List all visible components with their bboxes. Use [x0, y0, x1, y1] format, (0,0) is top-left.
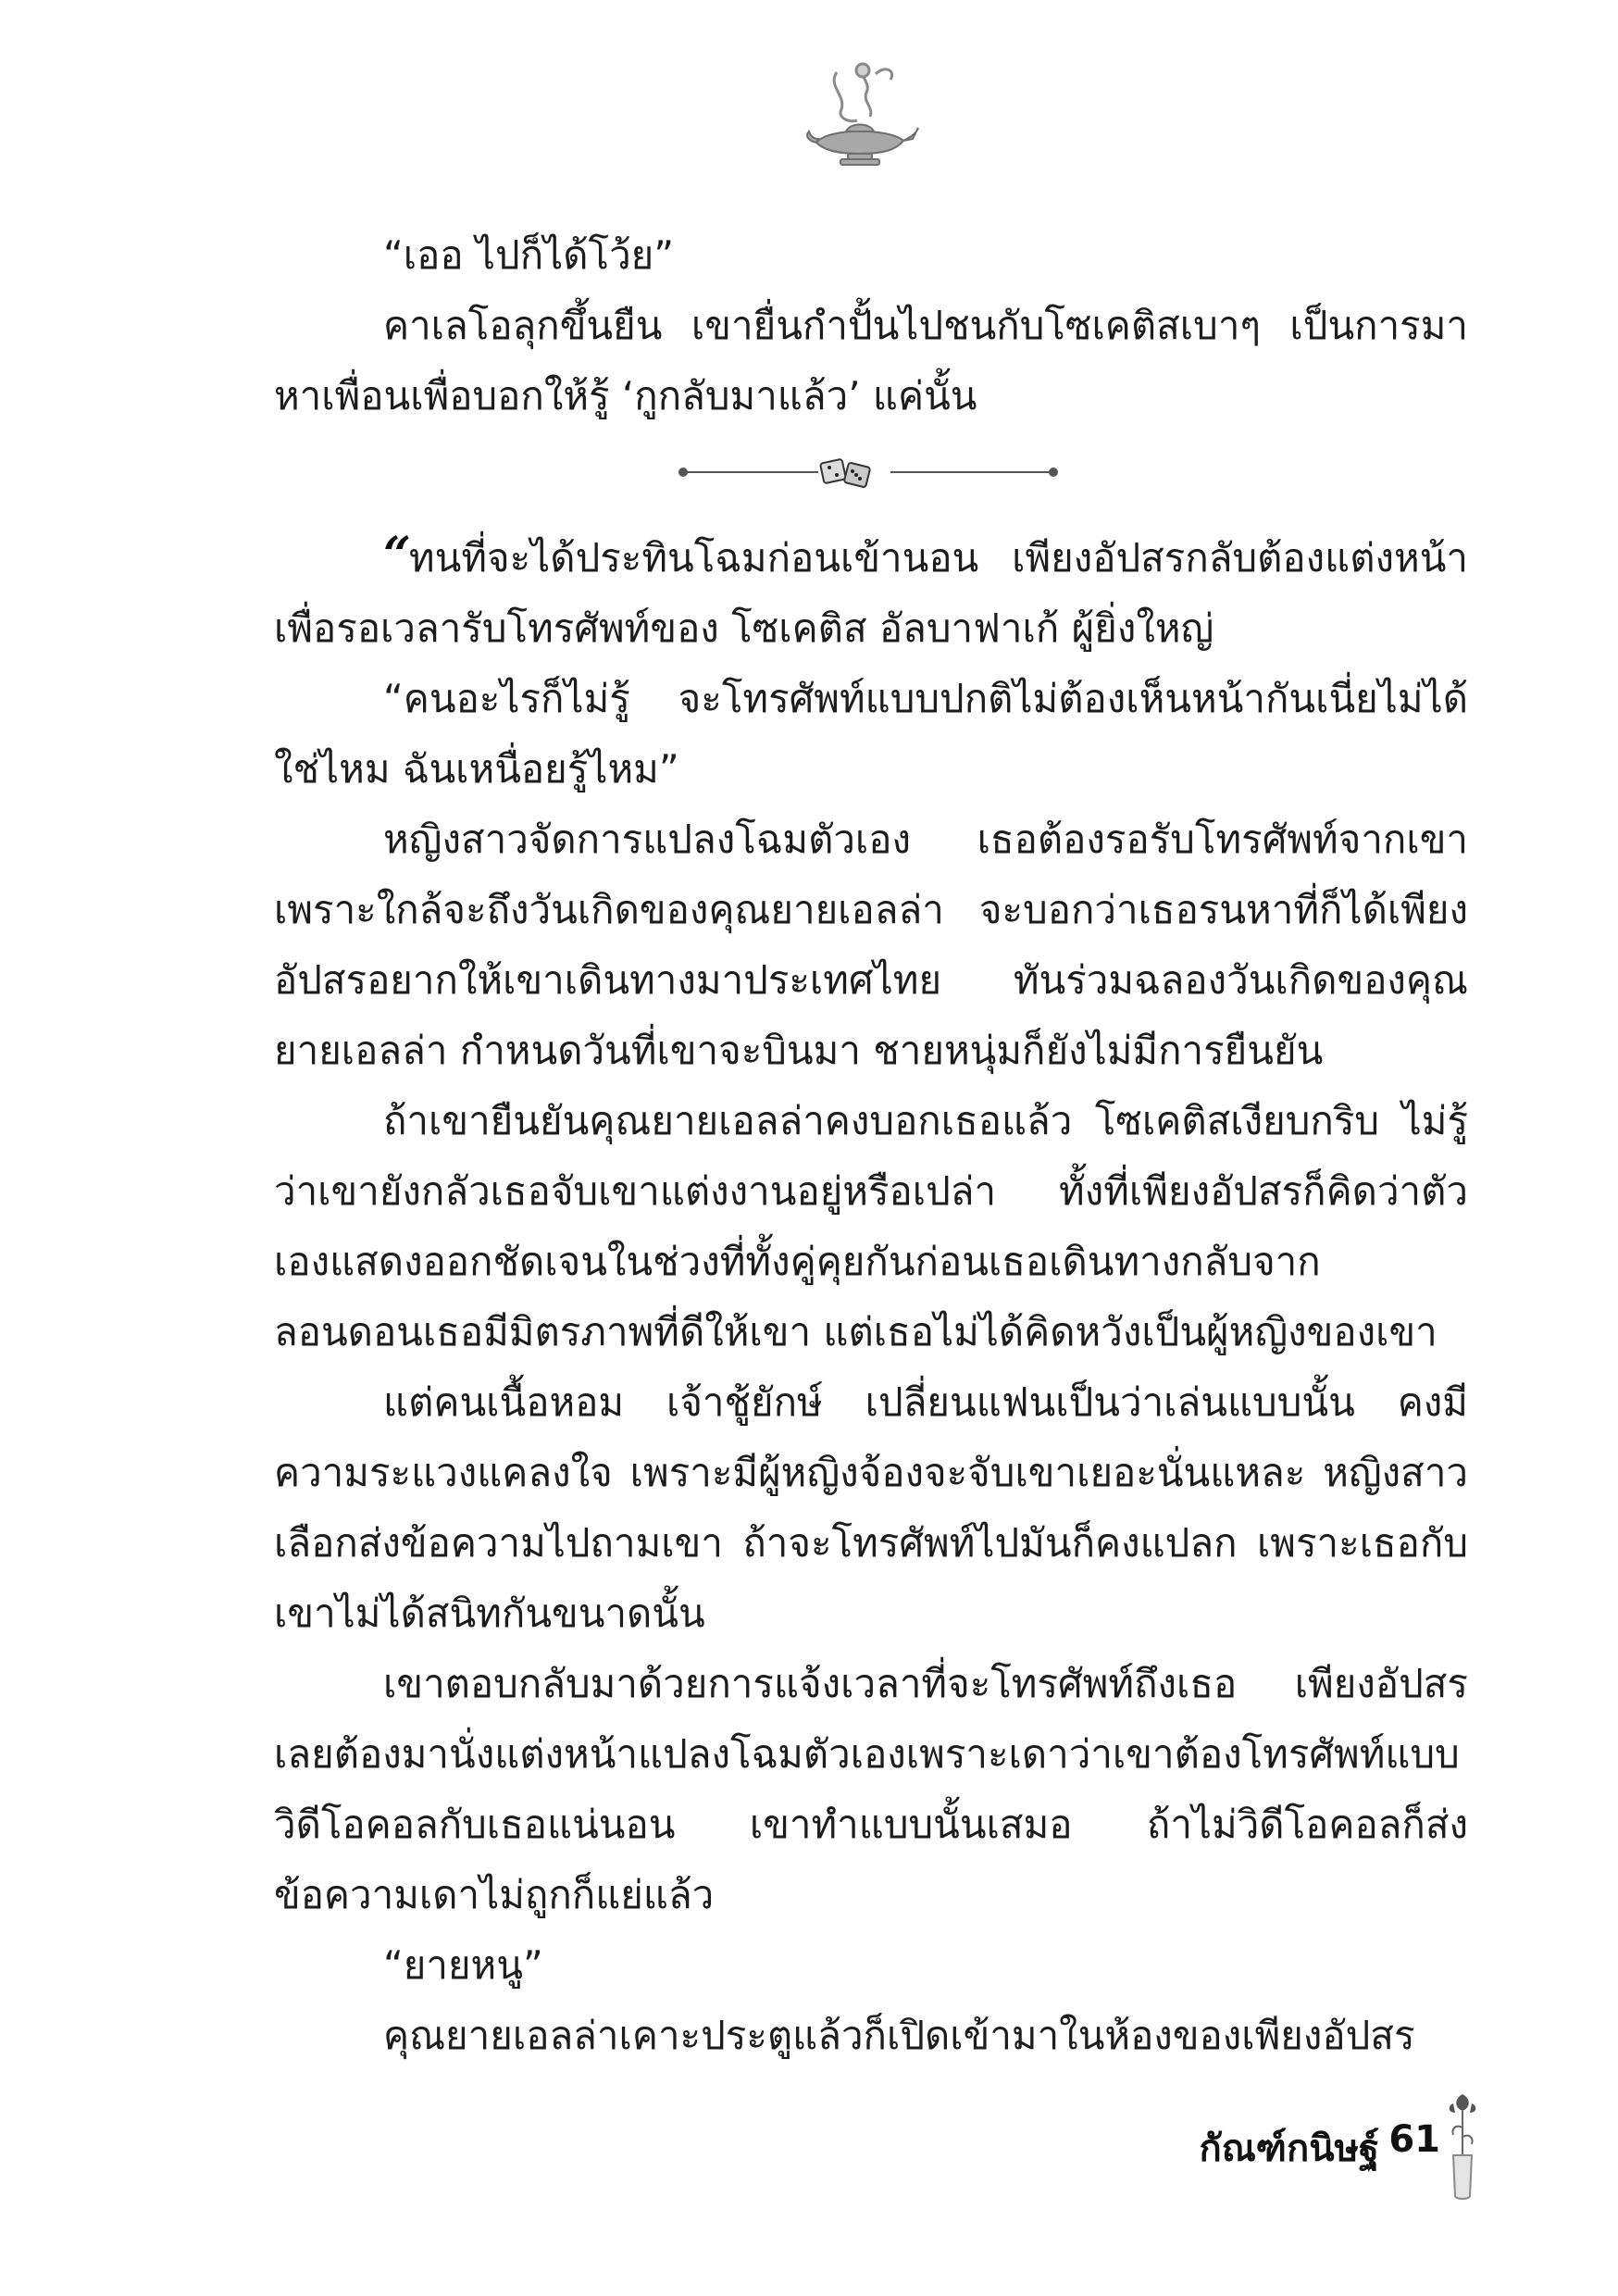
dialogue-paragraph: “ยายหนู”: [383, 1942, 543, 1988]
opening-paragraph-text: ทนที่จะได้ประทินโฉมก่อนเข้านอน เพียงอัปสรกลับต้องแต่งหน้าเพื่อรอเวลารับโทรศัพท์ของ โซเคติส อัลบาฟาเก้ ผู้ยิ่งใหญ่: [274, 535, 1468, 651]
lamp-with-genie-icon: [800, 54, 920, 174]
flower-vase-icon: [1444, 2090, 1481, 2202]
text-paragraph: คาเลโอลุกขึ้นยืน เขายื่นกำปั้นไปชนกับโซเคติสเบาๆ เป็นการมาหาเพื่อนเพื่อบอกให้รู้ ‘กูกลับมาแล้ว’ แค่นั้น: [274, 303, 1468, 418]
text-paragraph: คุณยายเอลล่าเคาะประตูแล้วก็เปิดเข้ามาในห้องของเพียงอัปสร: [383, 2013, 1415, 2058]
dialogue-paragraph: “คนอะไรก็ไม่รู้ จะโทรศัพท์แบบปกติไม่ต้องเห็นหน้ากันเนี่ยไม่ได้ใช่ไหม ฉันเหนื่อยรู้ไหม”: [274, 676, 1468, 792]
body-text: [274, 220, 1468, 2071]
text-paragraph: เขาตอบกลับมาด้วยการแจ้งเวลาที่จะโทรศัพท์ถึงเธอ เพียงอัปสรเลยต้องมานั่งแต่งหน้าแปลงโฉมตัวเองเพราะเดาว่าเขาต้องโทรศัพท์แบบวิดีโอคอลกับเธอแน่นอน เขาทำแบบนั้นเสมอ ถ้าไม่วิดีโอคอลก็ส่งข้อความเดาไม่ถูกก็แย่แล้ว: [274, 1661, 1468, 1917]
page-number: 61: [1388, 2118, 1440, 2161]
page-footer: [1092, 2090, 1481, 2202]
opening-quote-mark: “: [383, 527, 405, 583]
book-title: กัณฑ์กนิษฐ์: [1199, 2128, 1379, 2170]
text-paragraph: แต่คนเนื้อหอม เจ้าชู้ยักษ์ เปลี่ยนแฟนเป็นว่าเล่นแบบนั้น คงมีความระแวงแคลงใจ เพราะมีผู้หญิงจ้องจะจับเขาเยอะนั่นแหละ หญิงสาวเลือกส่งข้อความไปถามเขา ถ้าจะโทรศัพท์ไปมันก็คงแปลก เพราะเธอกับเขาไม่ได้สนิทกันขนาดนั้น: [274, 1379, 1468, 1636]
dialogue-paragraph: “เออ ไปก็ได้โว้ย”: [383, 232, 675, 278]
text-paragraph: ถ้าเขายืนยันคุณยายเอลล่าคงบอกเธอแล้ว โซเคติสเงียบกริบ ไม่รู้ว่าเขายังกลัวเธอจับเขาแต่งงานอยู่หรือเปล่า ทั้งที่เพียงอัปสรก็คิดว่าตัวเองแสดงออกชัดเจนในช่วงที่ทั้งคู่คุยกันก่อนเธอเดินทางกลับจากลอนดอนเธอมีมิตรภาพที่ดีให้เขา แต่เธอไม่ได้คิดหวังเป็นผู้หญิงของเขา: [274, 1098, 1468, 1354]
chapter-opening-paragraph: [274, 520, 1468, 664]
text-paragraph: หญิงสาวจัดการแปลงโฉมตัวเอง เธอต้องรอรับโทรศัพท์จากเขาเพราะใกล้จะถึงวันเกิดของคุณยายเอลล่า จะบอกว่าเธอรนหาที่ก็ได้เพียงอัปสรอยากให้เขาเดินทางมาประเทศไทย ทันร่วมฉลองวันเกิดของคุณยายเอลล่า กำหนดวันที่เขาจะบินมา ชายหนุ่มก็ยังไม่มีการยืนยัน: [274, 817, 1468, 1073]
section-divider: [274, 437, 1468, 507]
dice-icon: [820, 459, 870, 488]
